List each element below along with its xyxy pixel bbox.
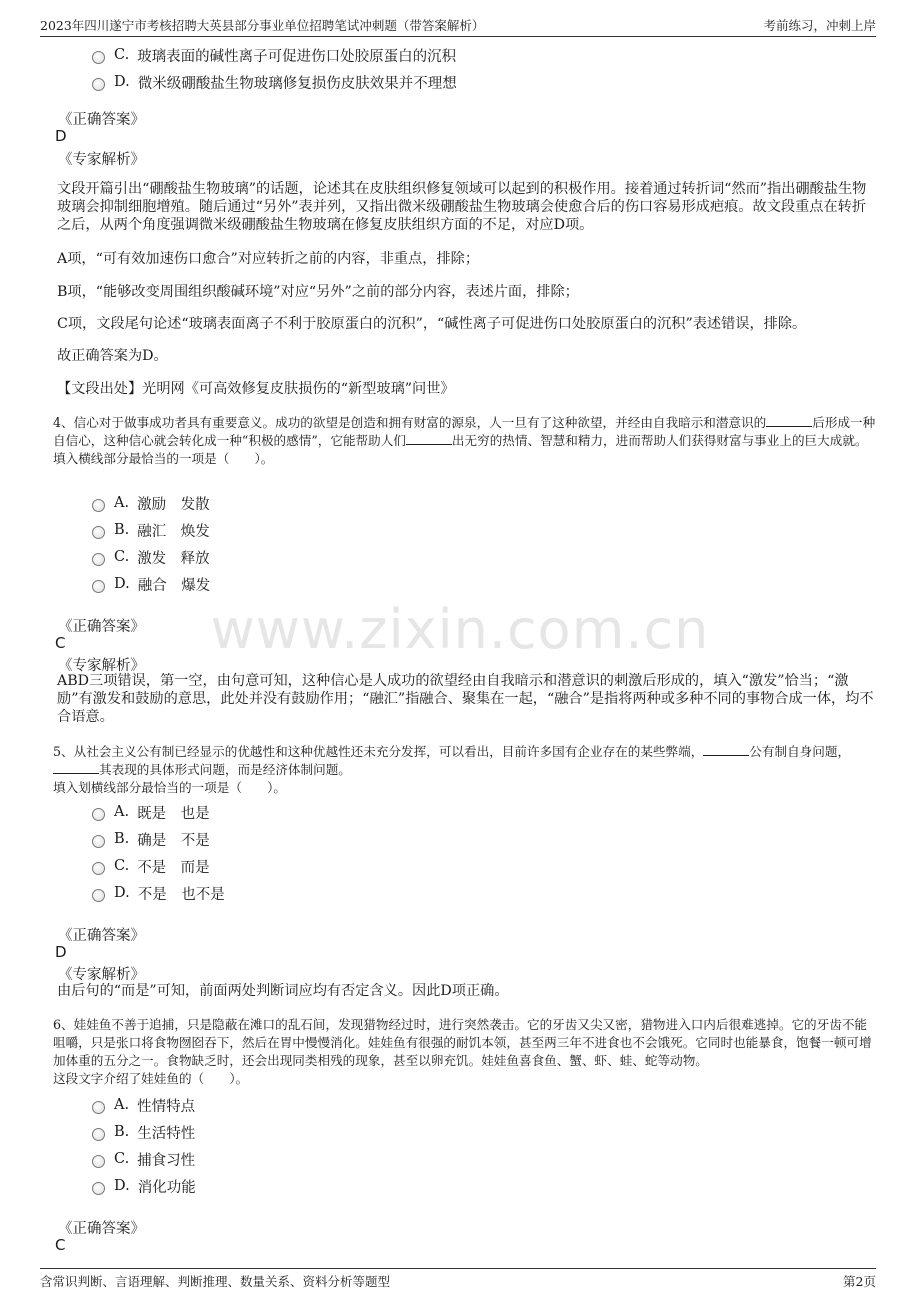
radio-icon[interactable] [92, 499, 105, 512]
radio-icon[interactable] [92, 1101, 105, 1114]
option-text: 消化功能 [137, 1179, 196, 1196]
q5-stem-part-1: 5、从社会主义公有制已经显示的优越性和这种优越性还未充分发挥，可以看出，目前许多国有企业存在的某些弊端， [53, 744, 704, 759]
option-text: 微米级硼酸盐生物玻璃修复损伤皮肤效果并不理想 [137, 75, 457, 92]
option-text: 玻璃表面的碱性离子可促进伤口处胶原蛋白的沉积 [137, 48, 457, 65]
option-letter: C. [114, 549, 130, 565]
q5-option-b[interactable] [92, 829, 210, 849]
q5-instruction: 填入划横线部分最恰当的一项是（ ）。 [53, 780, 286, 795]
q4-stem [53, 414, 876, 468]
option-letter: A. [114, 1097, 130, 1113]
fill-blank [406, 432, 452, 445]
q5-option-d[interactable] [92, 883, 225, 903]
option-letter: D. [114, 576, 130, 592]
q5-stem-part-2: 公有制自身问题， [749, 744, 851, 759]
page-number: 第2页 [843, 1274, 876, 1289]
radio-icon[interactable] [92, 51, 105, 64]
option-letter: D. [114, 74, 130, 90]
q5-option-c[interactable] [92, 856, 210, 876]
q4-analysis-label: 《专家解析》 [58, 658, 145, 674]
q6-stem [53, 1016, 876, 1088]
q6-option-c[interactable] [92, 1149, 195, 1169]
q4-instruction: 填入横线部分最恰当的一项是（ ）。 [53, 451, 274, 466]
q4-answer: C [55, 634, 66, 652]
q3-answer-label: 《正确答案》 [58, 112, 145, 128]
option-letter: D. [114, 885, 130, 901]
radio-icon[interactable] [92, 808, 105, 821]
header-slogan: 考前练习，冲刺上岸 [763, 18, 876, 33]
option-text: 融合 爆发 [137, 577, 211, 594]
option-letter: A. [114, 495, 130, 511]
q5-stem-part-3: 其表现的具体形式问题，而是经济体制问题。 [99, 762, 351, 777]
option-text: 激发 释放 [137, 550, 210, 567]
q3-option-d[interactable] [92, 72, 457, 92]
q4-answer-label: 《正确答案》 [58, 619, 145, 635]
radio-icon[interactable] [92, 78, 105, 91]
fill-blank [53, 761, 99, 774]
footer-topics: 含常识判断、言语理解、判断推理、数量关系、资料分析等题型 [40, 1274, 391, 1289]
q6-option-b[interactable] [92, 1122, 195, 1142]
radio-icon[interactable] [92, 553, 105, 566]
q5-stem [53, 743, 876, 797]
q4-stem-part-3: 出无穷的热情、智慧和精力，进而帮助人们获得财富与事业上的巨大成就。 [451, 433, 868, 448]
option-text: 既是 也是 [137, 805, 210, 822]
option-text: 激励 发散 [137, 496, 210, 513]
option-text: 生活特性 [137, 1125, 196, 1142]
radio-icon[interactable] [92, 1182, 105, 1195]
option-letter: C. [114, 47, 130, 63]
q6-answer-label: 《正确答案》 [58, 1221, 145, 1237]
header-title: 2023年四川遂宁市考核招聘大英县部分事业单位招聘笔试冲刺题（带答案解析） [40, 18, 485, 33]
option-letter: C. [114, 858, 130, 874]
page-footer [40, 1268, 876, 1293]
q6-instruction: 这段文字介绍了娃娃鱼的（ ）。 [53, 1071, 249, 1086]
q5-answer-label: 《正确答案》 [58, 928, 145, 944]
q3-analysis-para-1: 文段开篇引出“硼酸盐生物玻璃”的话题，论述其在皮肤组织修复领域可以起到的积极作用。接着通过转折词“然而”指出硼酸盐生物玻璃会抑制细胞增殖。随后通过“另外”表并列，又指出微米级硼酸盐生物玻璃会使愈合后的伤口容易形成疤痕。故文段重点在转折之后，从两个角度强调微米级硼酸盐生物玻璃在修复皮肤组织方面的不足，对应D项。 [57, 181, 867, 233]
option-letter: A. [114, 804, 130, 820]
q6-option-d[interactable] [92, 1176, 196, 1196]
q5-analysis-label: 《专家解析》 [58, 967, 145, 983]
page-header [40, 10, 876, 37]
q5-analysis: 由后句的“而是”可知，前面两处判断词应均有否定含义。因此D项正确。 [57, 983, 509, 999]
q3-analysis-label: 《专家解析》 [58, 152, 145, 168]
q5-option-a[interactable] [92, 802, 210, 822]
radio-icon[interactable] [92, 580, 105, 593]
radio-icon[interactable] [92, 1128, 105, 1141]
q4-stem-part-1: 4、信心对于做事成功者具有重要意义。成功的欲望是创造和拥有财富的源泉，人一旦有了这种欲望，并经由自我暗示和潜意识的 [53, 415, 767, 430]
q4-option-c[interactable] [92, 547, 210, 567]
radio-icon[interactable] [92, 862, 105, 875]
option-text: 确是 不是 [137, 832, 210, 849]
watermark: www.zixin.com.cn [210, 598, 710, 661]
option-text: 不是 而是 [137, 859, 210, 876]
q3-source: 【文段出处】光明网《可高效修复皮肤损伤的“新型玻璃”问世》 [57, 381, 455, 397]
q3-analysis-para-4: C项，文段尾句论述“玻璃表面离子不利于胶原蛋白的沉积”，“碱性离子可促进伤口处胶原蛋白的沉积”表述错误，排除。 [57, 316, 807, 332]
fill-blank [703, 743, 749, 756]
q4-option-b[interactable] [92, 520, 210, 540]
fill-blank [766, 414, 812, 427]
option-text: 不是 也不是 [137, 886, 225, 903]
q3-option-c[interactable] [92, 45, 456, 65]
q3-analysis-para-5: 故正确答案为D。 [57, 348, 168, 364]
q4-option-d[interactable] [92, 574, 210, 594]
q3-analysis-para-2: A项，“可有效加速伤口愈合”对应转折之前的内容，非重点，排除； [57, 251, 480, 267]
radio-icon[interactable] [92, 526, 105, 539]
radio-icon[interactable] [92, 835, 105, 848]
q6-answer: C [55, 1236, 66, 1254]
radio-icon[interactable] [92, 889, 105, 902]
q3-answer: D [55, 127, 67, 145]
q4-option-a[interactable] [92, 493, 210, 513]
q3-analysis-para-3: B项，“能够改变周围组织酸碱环境”对应“另外”之前的部分内容，表述片面，排除； [57, 284, 579, 300]
radio-icon[interactable] [92, 1155, 105, 1168]
option-letter: B. [114, 522, 130, 538]
option-letter: C. [114, 1151, 130, 1167]
option-text: 性情特点 [137, 1098, 196, 1115]
q4-analysis: ABD三项错误，第一空，由句意可知，这种信心是人成功的欲望经由自我暗示和潜意识的刺激后形成的，填入“激发”恰当；“激励”有激发和鼓励的意思，此处并没有鼓励作用；“融汇”指融合、聚集在一起，“融合”是指将两种或多种不同的事物合成一体，均不合语意。 [57, 673, 874, 725]
q6-option-a[interactable] [92, 1095, 195, 1115]
option-text: 融汇 焕发 [137, 523, 210, 540]
option-letter: B. [114, 831, 130, 847]
option-letter: D. [114, 1178, 130, 1194]
option-text: 捕食习性 [137, 1152, 196, 1169]
option-letter: B. [114, 1124, 130, 1140]
q4-stem-part-2: 后形成一种自信心，这种信心就会转化成一种“积极的感情”，它能帮助人们 [53, 415, 876, 448]
q6-stem-text: 6、娃娃鱼不善于追捕，只是隐蔽在滩口的乱石间，发现猎物经过时，进行突然袭击。它的牙齿又尖又密，猎物进入口内后很难逃掉。它的牙齿不能咀嚼，只是张口将食物囫囵吞下，然后在胃中慢慢消化。娃娃鱼有很强的耐饥本领，甚至两三年不进食也不会饿死。它同时也能暴食，饱餐一顿可增加体重的五分之一。食物缺乏时，还会出现同类相残的现象，甚至以卵充饥。娃娃鱼喜食鱼、蟹、虾、蛙、蛇等动物。 [53, 1017, 872, 1068]
q5-answer: D [55, 943, 67, 961]
